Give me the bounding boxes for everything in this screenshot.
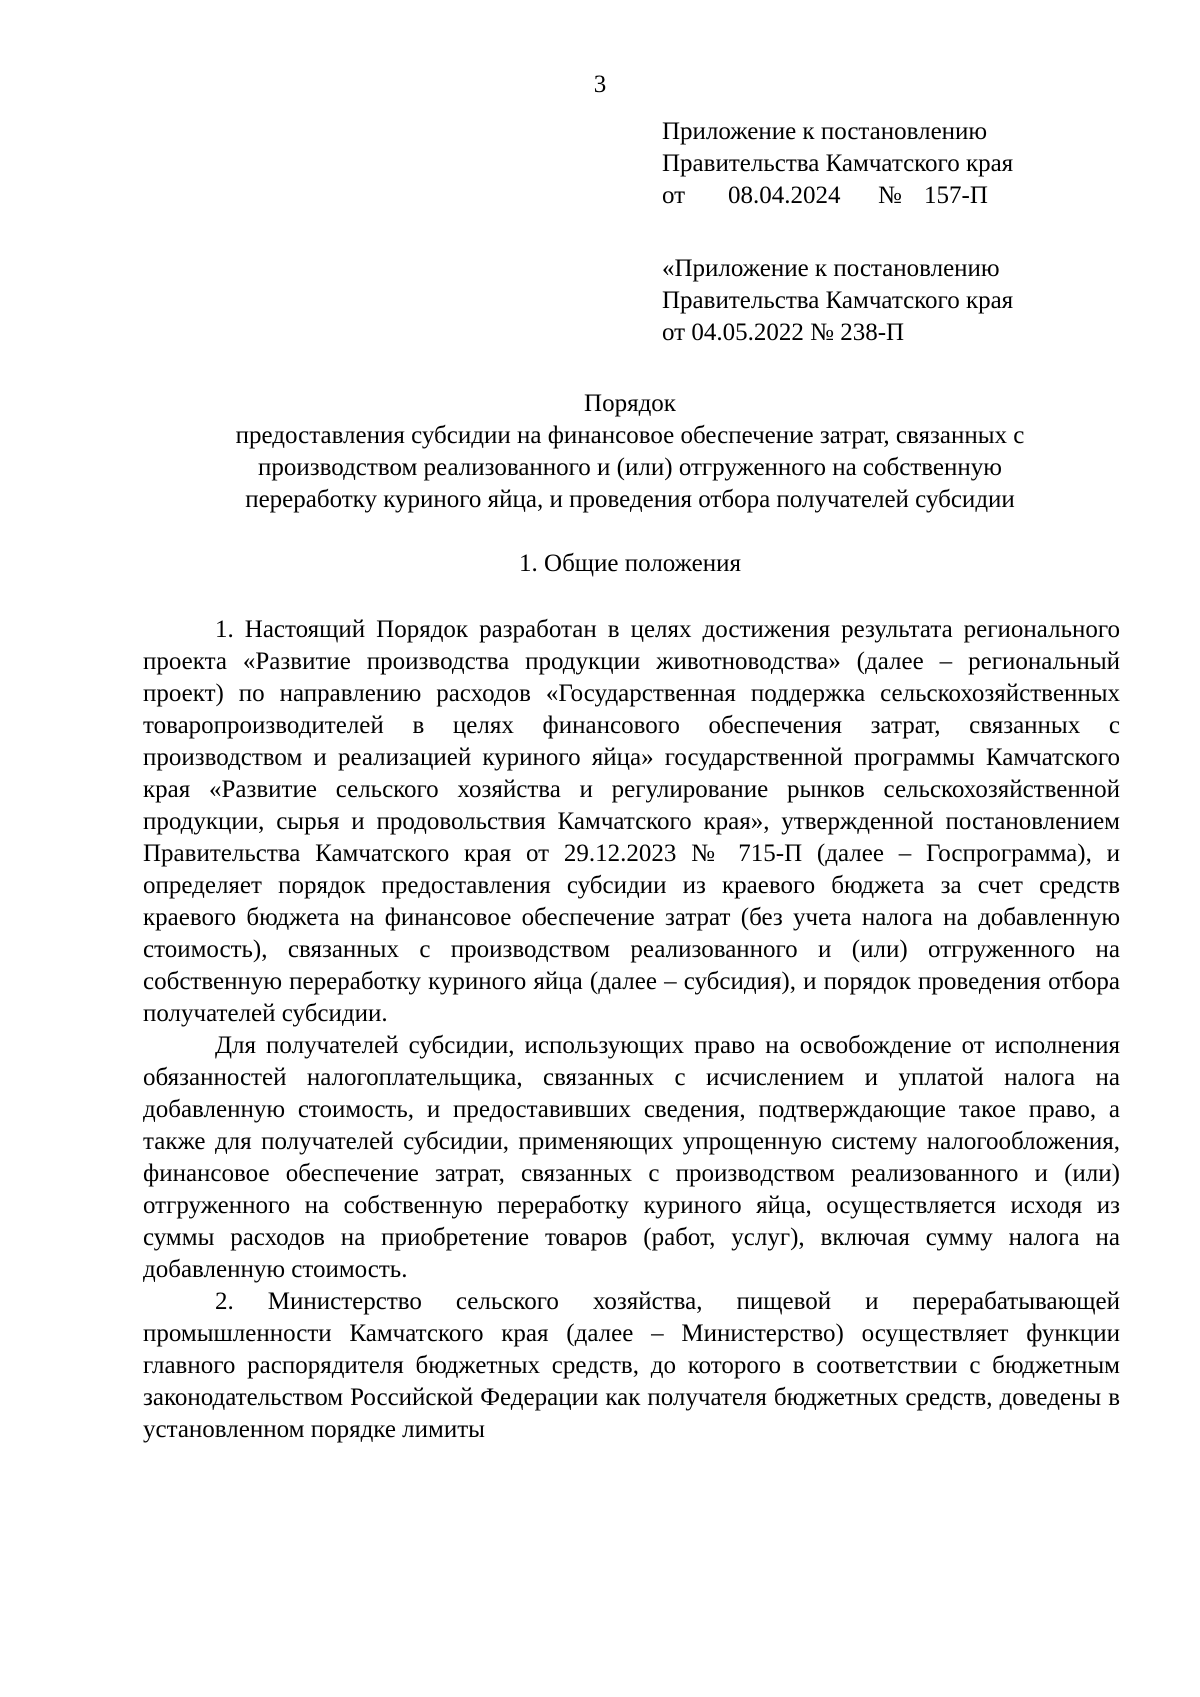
previous-appendix-line-2: Правительства Камчатского края	[662, 287, 1014, 314]
resolution-number: 157-П	[924, 182, 988, 209]
previous-appendix-line-3: от 04.05.2022 № 238-П	[662, 319, 905, 346]
section-heading: 1. Общие положения	[519, 550, 741, 577]
appendix-line-1: Приложение к постановлению	[662, 118, 988, 145]
paragraph-1: 1. Настоящий Порядок разработан в целях достижения результата регионального проекта «Развитие производства продукции животноводства» (далее – региональный проект) по направлению расходов «Государственная поддержка сельскохозяйственных товаропроизводителей в целях финансового обеспечения затрат, связанных с производством и реализацией куриного яйца» государственной программы Камчатского края «Развитие сельского хозяйства и регулирование рынков сельскохозяйственной продукции, сырья и продовольствия Камчатского края», утвержденной постановлением Правительства Камчатского края от 29.12.2023 № 715-П (далее – Госпрограмма), и определяет порядок предоставления субсидии из краевого бюджета за счет средств краевого бюджета на финансовое обеспечение затрат (без учета налога на добавленную стоимость), связанных с производством реализованного и (или) отгруженного на собственную переработку куриного яйца (далее – субсидия), и порядок проведения отбора получателей субсидии.	[143, 616, 1120, 1027]
body-text	[143, 614, 1120, 1446]
paragraph-3: 2. Министерство сельского хозяйства, пищевой и перерабатывающей промышленности Камчатского края (далее – Министерство) осуществляет функции главного распорядителя бюджетных средств, до которого в соответствии с бюджетным законодательством Российской Федерации как получателя бюджетных средств, доведены в установленном порядке лимиты	[143, 1288, 1120, 1443]
previous-appendix-line-1: «Приложение к постановлению	[662, 255, 1000, 282]
from-label: от	[662, 182, 686, 209]
title-line-2: производством реализованного и (или) отгруженного на собственную	[258, 454, 1002, 481]
resolution-date: 08.04.2024	[728, 182, 841, 209]
title-line-3: переработку куриного яйца, и проведения отбора получателей субсидии	[245, 486, 1015, 513]
appendix-date-row	[662, 180, 1162, 212]
appendix-previous-header	[662, 253, 1162, 349]
paragraph-2: Для получателей субсидии, использующих право на освобождение от исполнения обязанностей налогоплательщика, связанных с исчислением и уплатой налога на добавленную стоимость, и предоставивших сведения, подтверждающие такое право, а также для получателей субсидии, применяющих упрощенную систему налогообложения, финансовое обеспечение затрат, связанных с производством реализованного и (или) отгруженного на собственную переработку куриного яйца, осуществляется исходя из суммы расходов на приобретение товаров (работ, услуг), включая сумму налога на добавленную стоимость.	[143, 1032, 1120, 1283]
appendix-line-2: Правительства Камчатского края	[662, 150, 1014, 177]
number-sign: №	[878, 182, 902, 209]
title-line-1: предоставления субсидии на финансовое обеспечение затрат, связанных с	[235, 422, 1025, 449]
document-title	[140, 388, 1120, 516]
title-heading: Порядок	[584, 390, 676, 417]
appendix-current-header	[662, 116, 1162, 212]
page-number: 3	[593, 71, 607, 98]
